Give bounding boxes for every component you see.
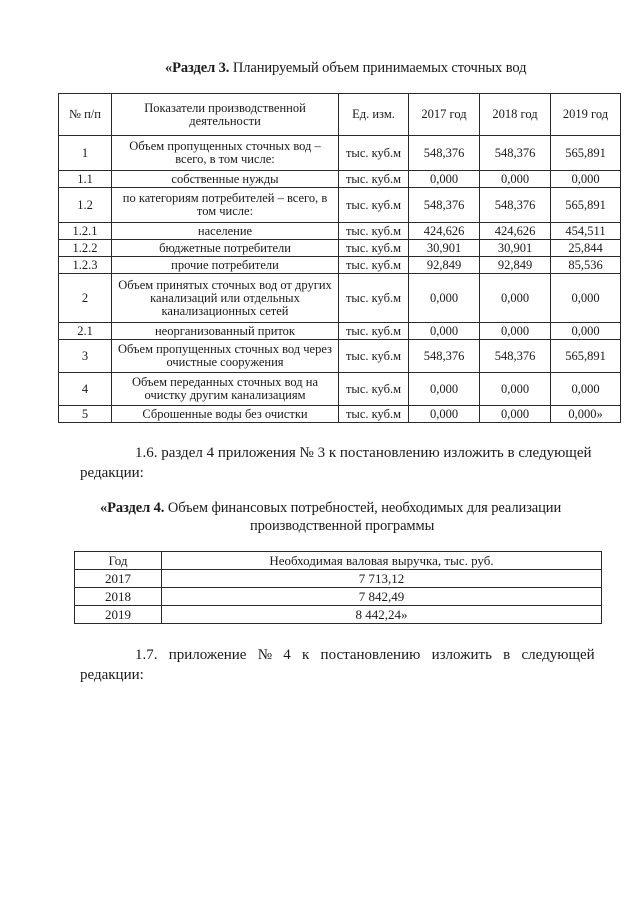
section4-title-bold: «Раздел 4. bbox=[100, 500, 165, 516]
row-num: 1.2 bbox=[59, 188, 112, 223]
row-indicator: прочие потребители bbox=[112, 257, 339, 274]
row-revenue: 8 442,24» bbox=[162, 606, 602, 624]
row-unit: тыс. куб.м bbox=[339, 188, 409, 223]
row-num: 1.2.2 bbox=[59, 240, 112, 257]
table-row bbox=[59, 240, 621, 257]
row-num: 1.1 bbox=[59, 171, 112, 188]
table-row bbox=[59, 136, 621, 171]
row-2018: 0,000 bbox=[480, 406, 551, 423]
header-2017: 2017 год bbox=[409, 94, 480, 136]
row-2018: 30,901 bbox=[480, 240, 551, 257]
row-year: 2017 bbox=[75, 570, 162, 588]
row-unit: тыс. куб.м bbox=[339, 257, 409, 274]
section3-title-bold: «Раздел 3. bbox=[165, 60, 230, 76]
paragraph-1-7 bbox=[80, 645, 605, 685]
section4-title bbox=[100, 500, 561, 517]
row-num: 1 bbox=[59, 136, 112, 171]
header-unit: Ед. изм. bbox=[339, 94, 409, 136]
section3-title-text: Планируемый объем принимаемых сточных вод bbox=[229, 60, 527, 76]
row-unit: тыс. куб.м bbox=[339, 240, 409, 257]
table-row bbox=[59, 257, 621, 274]
row-unit: тыс. куб.м bbox=[339, 136, 409, 171]
row-unit: тыс. куб.м bbox=[339, 406, 409, 423]
row-indicator: по категориям потребителей – всего, в том числе: bbox=[112, 188, 339, 223]
section4-title-line2: производственной программы bbox=[250, 518, 435, 534]
row-indicator: Сброшенные воды без очистки bbox=[112, 406, 339, 423]
table-row bbox=[59, 171, 621, 188]
header-indicator: Показатели производственной деятельности bbox=[112, 94, 339, 136]
header-2019: 2019 год bbox=[551, 94, 621, 136]
table-header-row bbox=[75, 552, 602, 570]
row-indicator: неорганизованный приток bbox=[112, 323, 339, 340]
paragraph-1-6 bbox=[80, 443, 605, 483]
row-2019: 0,000» bbox=[551, 406, 621, 423]
row-indicator: Объем пропущенных сточных вод через очистные сооружения bbox=[112, 340, 339, 373]
row-unit: тыс. куб.м bbox=[339, 223, 409, 240]
row-2019: 454,511 bbox=[551, 223, 621, 240]
row-unit: тыс. куб.м bbox=[339, 323, 409, 340]
row-indicator: Объем принятых сточных вод от других канализаций или отдельных канализационных сетей bbox=[112, 274, 339, 323]
row-year: 2019 bbox=[75, 606, 162, 624]
table-row bbox=[59, 373, 621, 406]
row-2019: 25,844 bbox=[551, 240, 621, 257]
header-num: № п/п bbox=[59, 94, 112, 136]
header-year: Год bbox=[75, 552, 162, 570]
row-unit: тыс. куб.м bbox=[339, 171, 409, 188]
row-2019: 0,000 bbox=[551, 323, 621, 340]
row-2018: 424,626 bbox=[480, 223, 551, 240]
row-2017: 0,000 bbox=[409, 406, 480, 423]
row-indicator: Объем пропущенных сточных вод – всего, в том числе: bbox=[112, 136, 339, 171]
row-2018: 0,000 bbox=[480, 323, 551, 340]
row-2018: 92,849 bbox=[480, 257, 551, 274]
row-2019: 0,000 bbox=[551, 171, 621, 188]
table-header-row bbox=[59, 94, 621, 136]
row-2019: 85,536 bbox=[551, 257, 621, 274]
row-2019: 565,891 bbox=[551, 188, 621, 223]
table-row bbox=[59, 340, 621, 373]
row-2017: 0,000 bbox=[409, 373, 480, 406]
wastewater-volume-table bbox=[58, 93, 621, 423]
header-2018: 2018 год bbox=[480, 94, 551, 136]
table-row bbox=[59, 274, 621, 323]
paragraph-1-6-line1: 1.6. раздел 4 приложения № 3 к постановлению изложить в следующей bbox=[135, 445, 592, 461]
row-num: 5 bbox=[59, 406, 112, 423]
row-num: 3 bbox=[59, 340, 112, 373]
row-2018: 548,376 bbox=[480, 136, 551, 171]
table-row bbox=[59, 323, 621, 340]
table-row bbox=[75, 606, 602, 624]
row-2017: 30,901 bbox=[409, 240, 480, 257]
section4-title-text: Объем финансовых потребностей, необходимых для реализации bbox=[164, 500, 562, 516]
table-row bbox=[75, 588, 602, 606]
row-indicator: бюджетные потребители bbox=[112, 240, 339, 257]
row-indicator: население bbox=[112, 223, 339, 240]
row-2017: 548,376 bbox=[409, 188, 480, 223]
row-2019: 0,000 bbox=[551, 373, 621, 406]
header-revenue: Необходимая валовая выручка, тыс. руб. bbox=[162, 552, 602, 570]
row-2017: 0,000 bbox=[409, 323, 480, 340]
row-num: 1.2.1 bbox=[59, 223, 112, 240]
row-2017: 548,376 bbox=[409, 340, 480, 373]
table-row bbox=[75, 570, 602, 588]
row-2019: 565,891 bbox=[551, 136, 621, 171]
row-num: 4 bbox=[59, 373, 112, 406]
row-2017: 548,376 bbox=[409, 136, 480, 171]
row-2017: 424,626 bbox=[409, 223, 480, 240]
paragraph-1-7-line1: 1.7. приложение № 4 к постановлению изложить в следующей bbox=[135, 647, 595, 663]
table-row bbox=[59, 406, 621, 423]
row-unit: тыс. куб.м bbox=[339, 274, 409, 323]
row-unit: тыс. куб.м bbox=[339, 373, 409, 406]
row-2017: 0,000 bbox=[409, 171, 480, 188]
row-unit: тыс. куб.м bbox=[339, 340, 409, 373]
row-num: 1.2.3 bbox=[59, 257, 112, 274]
row-2019: 0,000 bbox=[551, 274, 621, 323]
row-2018: 548,376 bbox=[480, 188, 551, 223]
paragraph-1-7-line2: редакции: bbox=[80, 667, 144, 683]
table-row bbox=[59, 188, 621, 223]
row-2017: 0,000 bbox=[409, 274, 480, 323]
row-revenue: 7 713,12 bbox=[162, 570, 602, 588]
row-indicator: собственные нужды bbox=[112, 171, 339, 188]
row-num: 2.1 bbox=[59, 323, 112, 340]
row-2018: 0,000 bbox=[480, 373, 551, 406]
row-2018: 0,000 bbox=[480, 171, 551, 188]
row-2018: 548,376 bbox=[480, 340, 551, 373]
row-year: 2018 bbox=[75, 588, 162, 606]
section3-title bbox=[165, 60, 526, 77]
row-2018: 0,000 bbox=[480, 274, 551, 323]
row-indicator: Объем переданных сточных вод на очистку другим канализациям bbox=[112, 373, 339, 406]
paragraph-1-6-line2: редакции: bbox=[80, 465, 144, 481]
row-num: 2 bbox=[59, 274, 112, 323]
table-row bbox=[59, 223, 621, 240]
row-2017: 92,849 bbox=[409, 257, 480, 274]
financial-needs-table bbox=[74, 551, 602, 624]
row-revenue: 7 842,49 bbox=[162, 588, 602, 606]
row-2019: 565,891 bbox=[551, 340, 621, 373]
